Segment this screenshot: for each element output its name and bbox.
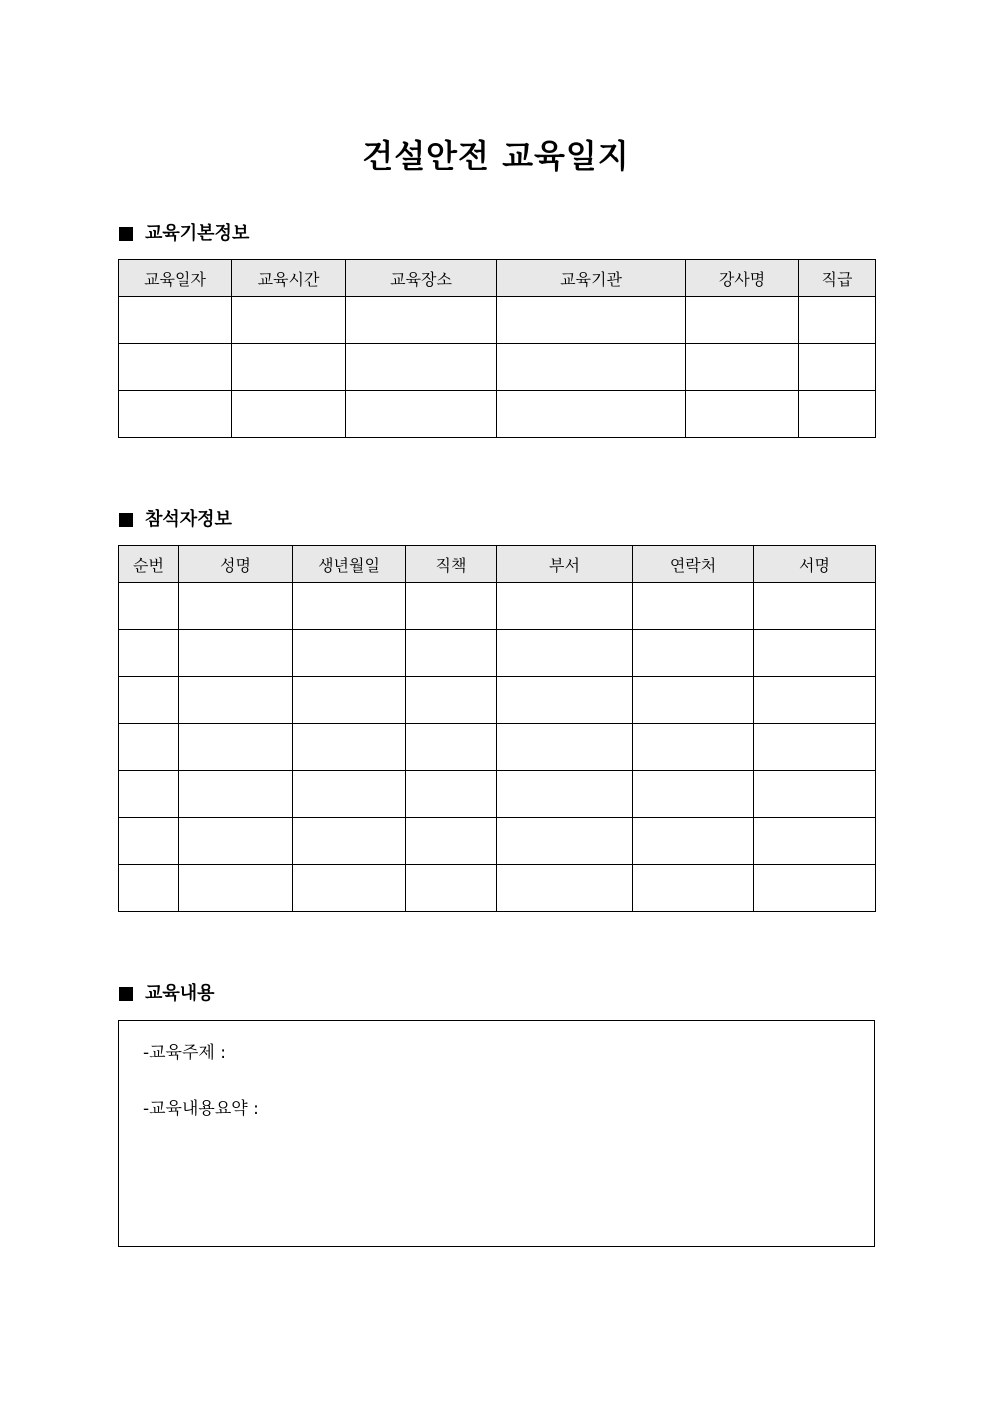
table-cell[interactable] — [497, 297, 686, 344]
table-cell[interactable] — [119, 297, 232, 344]
table-cell[interactable] — [179, 630, 293, 677]
table-cell[interactable] — [179, 865, 293, 912]
table-cell[interactable] — [686, 344, 799, 391]
table-cell[interactable] — [293, 771, 406, 818]
table-cell[interactable] — [119, 583, 179, 630]
summary-label: -교육내용요약 : — [143, 1099, 259, 1119]
table-cell[interactable] — [686, 297, 799, 344]
table-cell[interactable] — [119, 724, 179, 771]
table-cell[interactable] — [293, 677, 406, 724]
table-cell[interactable] — [179, 677, 293, 724]
table-cell[interactable] — [754, 818, 876, 865]
table-cell[interactable] — [633, 771, 754, 818]
column-header: 성명 — [179, 546, 293, 583]
section-heading-label: 교육내용 — [145, 983, 215, 1004]
section-heading-label: 교육기본정보 — [145, 223, 250, 244]
black-square-bullet-icon — [119, 227, 133, 241]
table-cell[interactable] — [754, 724, 876, 771]
table-cell[interactable] — [179, 583, 293, 630]
column-header: 교육기관 — [497, 260, 686, 297]
table-cell[interactable] — [497, 344, 686, 391]
table-row — [119, 724, 876, 771]
section-heading-content — [119, 982, 215, 1006]
table-cell[interactable] — [406, 724, 497, 771]
table-cell[interactable] — [799, 344, 876, 391]
table-cell[interactable] — [232, 391, 346, 438]
column-header: 교육장소 — [346, 260, 497, 297]
table-cell[interactable] — [346, 297, 497, 344]
table-cell[interactable] — [293, 630, 406, 677]
topic-label: -교육주제 : — [143, 1043, 226, 1063]
table-cell[interactable] — [497, 391, 686, 438]
column-header: 교육일자 — [119, 260, 232, 297]
table-cell[interactable] — [179, 771, 293, 818]
table-cell[interactable] — [497, 583, 633, 630]
table-cell[interactable] — [633, 818, 754, 865]
education-content-box[interactable] — [118, 1020, 875, 1247]
table-cell[interactable] — [754, 677, 876, 724]
table-cell[interactable] — [754, 771, 876, 818]
table-row — [119, 818, 876, 865]
table-row — [119, 865, 876, 912]
table-cell[interactable] — [799, 297, 876, 344]
black-square-bullet-icon — [119, 987, 133, 1001]
table-row — [119, 344, 876, 391]
table-cell[interactable] — [119, 344, 232, 391]
table-cell[interactable] — [754, 583, 876, 630]
table-row — [119, 297, 876, 344]
table-cell[interactable] — [232, 344, 346, 391]
table-cell[interactable] — [179, 818, 293, 865]
table-cell[interactable] — [406, 818, 497, 865]
table-cell[interactable] — [497, 865, 633, 912]
column-header: 직책 — [406, 546, 497, 583]
table-cell[interactable] — [406, 771, 497, 818]
basic-info-table — [118, 259, 876, 438]
table-cell[interactable] — [232, 297, 346, 344]
table-cell[interactable] — [293, 865, 406, 912]
table-cell[interactable] — [497, 724, 633, 771]
table-cell[interactable] — [497, 630, 633, 677]
section-heading-basic-info — [119, 222, 249, 246]
table-cell[interactable] — [406, 583, 497, 630]
table-cell[interactable] — [406, 865, 497, 912]
table-cell[interactable] — [119, 391, 232, 438]
table-cell[interactable] — [119, 818, 179, 865]
section-heading-label: 참석자정보 — [145, 509, 232, 530]
table-cell[interactable] — [293, 818, 406, 865]
basic-info-body — [119, 297, 876, 438]
table-cell[interactable] — [406, 677, 497, 724]
table-cell[interactable] — [633, 865, 754, 912]
attendees-table — [118, 545, 876, 912]
table-row — [119, 771, 876, 818]
table-cell[interactable] — [633, 630, 754, 677]
table-cell[interactable] — [406, 630, 497, 677]
table-cell[interactable] — [686, 391, 799, 438]
attendees-body — [119, 583, 876, 912]
table-cell[interactable] — [346, 391, 497, 438]
column-header: 직급 — [799, 260, 876, 297]
table-header-row — [119, 260, 876, 297]
table-cell[interactable] — [497, 818, 633, 865]
table-cell[interactable] — [633, 677, 754, 724]
table-cell[interactable] — [633, 583, 754, 630]
table-cell[interactable] — [293, 724, 406, 771]
section-heading-attendees — [119, 508, 232, 532]
table-cell[interactable] — [754, 865, 876, 912]
table-cell[interactable] — [799, 391, 876, 438]
column-header: 강사명 — [686, 260, 799, 297]
table-cell[interactable] — [754, 630, 876, 677]
table-cell[interactable] — [119, 771, 179, 818]
table-row — [119, 391, 876, 438]
table-cell[interactable] — [346, 344, 497, 391]
column-header: 연락처 — [633, 546, 754, 583]
table-cell[interactable] — [119, 677, 179, 724]
column-header: 생년월일 — [293, 546, 406, 583]
column-header: 서명 — [754, 546, 876, 583]
table-cell[interactable] — [119, 630, 179, 677]
table-row — [119, 583, 876, 630]
column-header: 순번 — [119, 546, 179, 583]
document-title: 건설안전 교육일지 — [362, 137, 630, 175]
table-cell[interactable] — [497, 771, 633, 818]
table-row — [119, 630, 876, 677]
table-cell[interactable] — [293, 583, 406, 630]
black-square-bullet-icon — [119, 513, 133, 527]
column-header: 부서 — [497, 546, 633, 583]
table-row — [119, 677, 876, 724]
table-header-row — [119, 546, 876, 583]
column-header: 교육시간 — [232, 260, 346, 297]
table-cell[interactable] — [179, 724, 293, 771]
table-cell[interactable] — [497, 677, 633, 724]
table-cell[interactable] — [119, 865, 179, 912]
table-cell[interactable] — [633, 724, 754, 771]
